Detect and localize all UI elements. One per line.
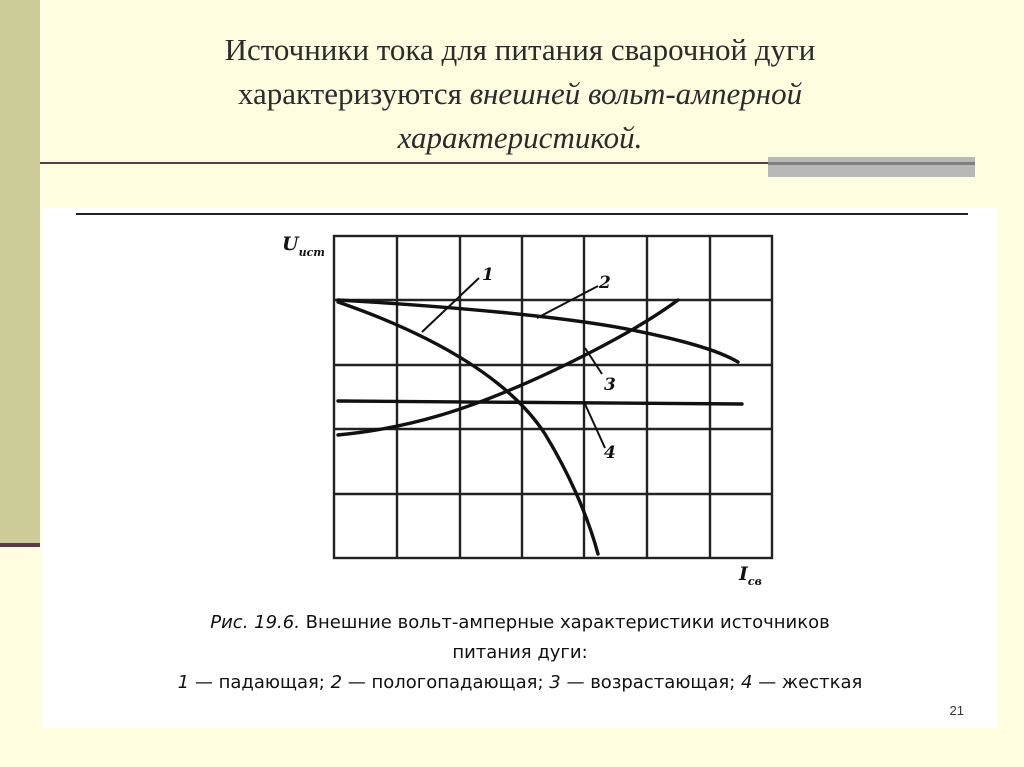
- legend-text-4: — жесткая: [752, 672, 863, 693]
- title-line-3-italic: характеристикой.: [397, 120, 643, 155]
- slide-title: [80, 28, 960, 160]
- figure-panel: [42, 208, 998, 728]
- curve-label-4: 4: [604, 443, 616, 463]
- caption-line-2: питания дуги:: [452, 642, 588, 663]
- caption-fig-ref: Рис. 19.6.: [210, 612, 300, 633]
- title-divider: [40, 162, 775, 164]
- caption-legend: [42, 668, 998, 698]
- legend-num-2: 2: [330, 672, 343, 693]
- figure-caption: [42, 608, 998, 698]
- caption-line-1-text: Внешние вольт-амперные характеристики источников: [299, 612, 830, 633]
- legend-num-3: 3: [549, 672, 561, 693]
- x-axis-label: [738, 563, 762, 588]
- y-axis-label-sub: ист: [298, 246, 325, 259]
- x-axis-label-sub: св: [747, 575, 762, 588]
- title-line-2-plain: характеризуются: [237, 76, 470, 111]
- leader-2: [537, 286, 598, 318]
- y-axis-label-main: U: [282, 233, 299, 255]
- leader-4: [585, 404, 605, 448]
- grid: [334, 236, 772, 558]
- curve-4-rigid: [338, 401, 742, 404]
- caption-line-1: [42, 608, 998, 638]
- legend-num-1: 1: [177, 672, 190, 693]
- legend-text-2: — пологопадающая;: [342, 672, 550, 693]
- page-number: 21: [949, 703, 964, 718]
- curve-label-3: 3: [604, 375, 616, 395]
- legend-text-1: — падающая;: [189, 672, 331, 693]
- legend-num-4: 4: [741, 672, 753, 693]
- curves: [338, 300, 742, 554]
- side-accent-bar: [0, 0, 40, 545]
- side-accent-edge: [0, 543, 40, 547]
- curve-label-2: 2: [599, 273, 611, 293]
- x-axis-label-main: I: [739, 563, 748, 585]
- label-leaders: [422, 278, 605, 448]
- y-axis-label: [282, 233, 325, 259]
- curve-label-1: 1: [482, 265, 494, 285]
- title-divider-accent: [768, 157, 975, 177]
- legend-text-3: — возрастающая;: [560, 672, 742, 693]
- title-line-2-italic: внешней вольт-амперной: [469, 76, 803, 111]
- grid-border: [334, 236, 772, 558]
- title-line-1: Источники тока для питания сварочной дуги: [224, 32, 816, 67]
